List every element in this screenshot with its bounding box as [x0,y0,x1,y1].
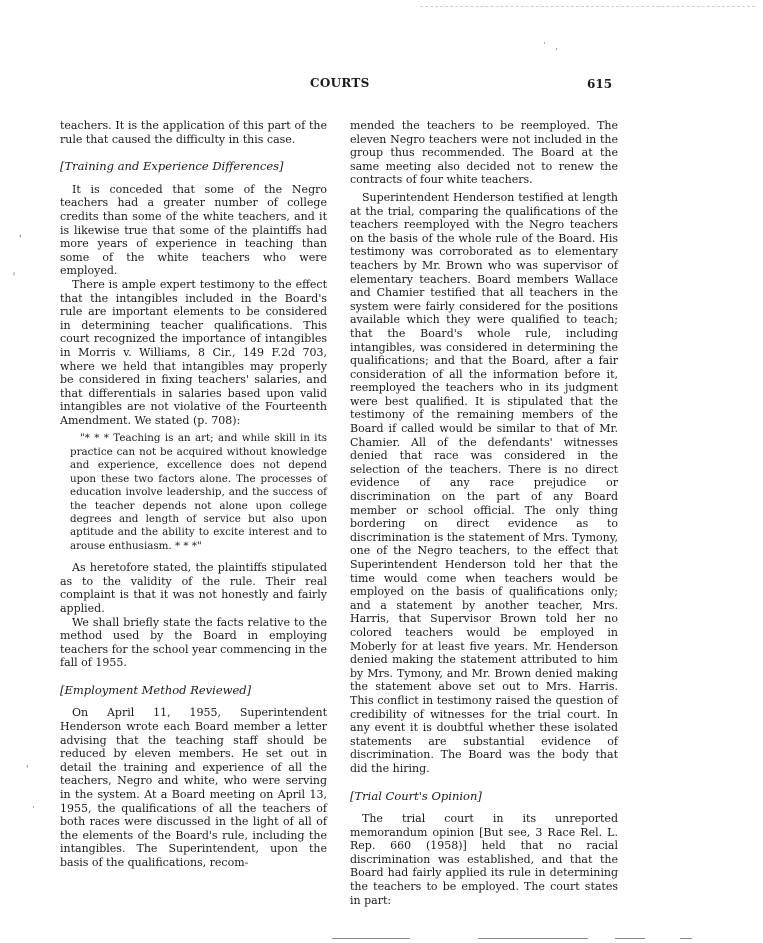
section-heading: [Trial Court's Opinion] [350,788,482,803]
paragraph: We shall briefly state the facts relative to the method used by the Board in employing teachers for the school year commencing in the fall of 1955. [60,615,327,670]
running-title: COURTS [310,76,370,90]
paragraph: It is conceded that some of the Negro teachers had a greater number of college credits than some of the white teachers, and it is likewise true that some of the plaintiffs had more years of experience in teaching than some of the white teachers who were employed. [60,182,327,278]
paragraph: The trial court in its unreported memorandum opinion [But see, 3 Race Rel. L. Rep. 660 (1958)] held that no racial discrimination was established, and that the Board had fairly applied its rule in determining the teachers to be employed. The court states in part: [350,812,618,907]
paragraph: There is ample expert testimony to the effect that the intangibles included in the Board's rule are important elements to be considered in determining teacher qualifications. This court recognized the importance of intangibles in Morris v. Williams, 8 Cir., 149 F.2d 703, where we held that intangibles may properly be considered in fixing teachers' salaries, and that differentials in salaries based upon valid intangibles are not violative of the Fourteenth Amendment. We stated (p. 708): [60,277,327,427]
scan-edge-mark [420,6,755,7]
page-number: 615 [587,77,613,91]
margin-speck: · [32,803,35,813]
margin-speck: ' [26,765,29,775]
scan-bottom-rule [615,938,645,939]
scan-speck: · [555,45,558,55]
section-heading: [Training and Experience Differences] [60,159,284,174]
paragraph: Superintendent Henderson testified at length at the trial, comparing the qualifications of the teachers reemployed with the Negro teachers on the basis of the whole rule of the Board. His testimony was corroborated as to elementary teachers by Mr. Brown who was supervisor of elementary teachers. Board members Wallace and Chamier testified that all teachers in the system were fairly considered for the positions available which they were qualified to teach; that the Board's whole rule, including intangibles, was considered in determining the qualifications; and that the Board, after a fair consideration of all the information before it, reemployed the teachers who in its judgment were best qualified. It is stipulated that the testimony of the remaining members of the Board if called would be similar to that of Mr. Chamier. All of the defendants' witnesses denied that race was considered in the selection of the teachers. There is no direct evidence of any race prejudice or discrimination on the part of any Board member or school official. The only thing bordering on direct evidence as to discrimination is the statement of Mrs. Tymony, one of the Negro teachers, to the effect that Superintendent Henderson told her that the time would come when teachers would be employed on the basis of qualifications only; and a statement by another teacher, Mrs. Harris, that Supervisor Brown told her no colored teachers would be employed in Moberly for at least five years. Mr. Henderson denied making the statement attributed to him by Mrs. Tymony, and Mr. Brown denied making the statement above set out to Mrs. Harris. This conflict in testimony raised the question of credibility of witnesses for the trial court. In any event it is doubtful whether these isolated statements are substantial evidence of discrimination. The Board was the body that did the hiring. [350,190,618,775]
scan-bottom-rule [478,938,588,939]
running-header [0,76,763,94]
paragraph: mended the teachers to be reemployed. The eleven Negro teachers were not included in the group thus recommended. The Board at the same meeting also decided not to renew the contracts of four white teachers. [350,119,618,187]
scan-bottom-rule [332,938,410,939]
scan-speck: · [543,39,546,49]
paragraph: As heretofore stated, the plaintiffs stipulated as to the validity of the rule. Their real complaint is that it was not honestly and fairly applied. [60,561,327,615]
block-quote: "* * * Teaching is an art; and while skill in its practice can not be acquired without knowledge and experience, excellence does not depend upon these two factors alone. The processes of education involve leadership, and the success of the teacher depends not alone upon college degrees and length of service but also upon aptitude and the ability to excite interest and to arouse enthusiasm. * * *" [70,432,327,552]
paragraph: On April 11, 1955, Superintendent Henderson wrote each Board member a letter advising that the teaching staff should be reduced by eleven members. He set out in detail the training and experience of all the teachers, Negro and white, who were serving in the system. At a Board meeting on April 13, 1955, the qualifications of all the teachers of both races were discussed in the light of all of the elements of the Board's rule, including the intangibles. The Superintendent, upon the basis of the qualifications, recom- [60,706,327,869]
section-heading: [Employment Method Reviewed] [60,682,252,697]
paragraph: teachers. It is the application of this part of the rule that caused the difficulty in this case. [60,119,327,146]
scan-bottom-rule [680,938,692,939]
margin-speck: ' [19,235,22,245]
margin-speck: ᵎ [13,271,15,281]
left-column [60,119,327,870]
right-column [350,119,618,907]
